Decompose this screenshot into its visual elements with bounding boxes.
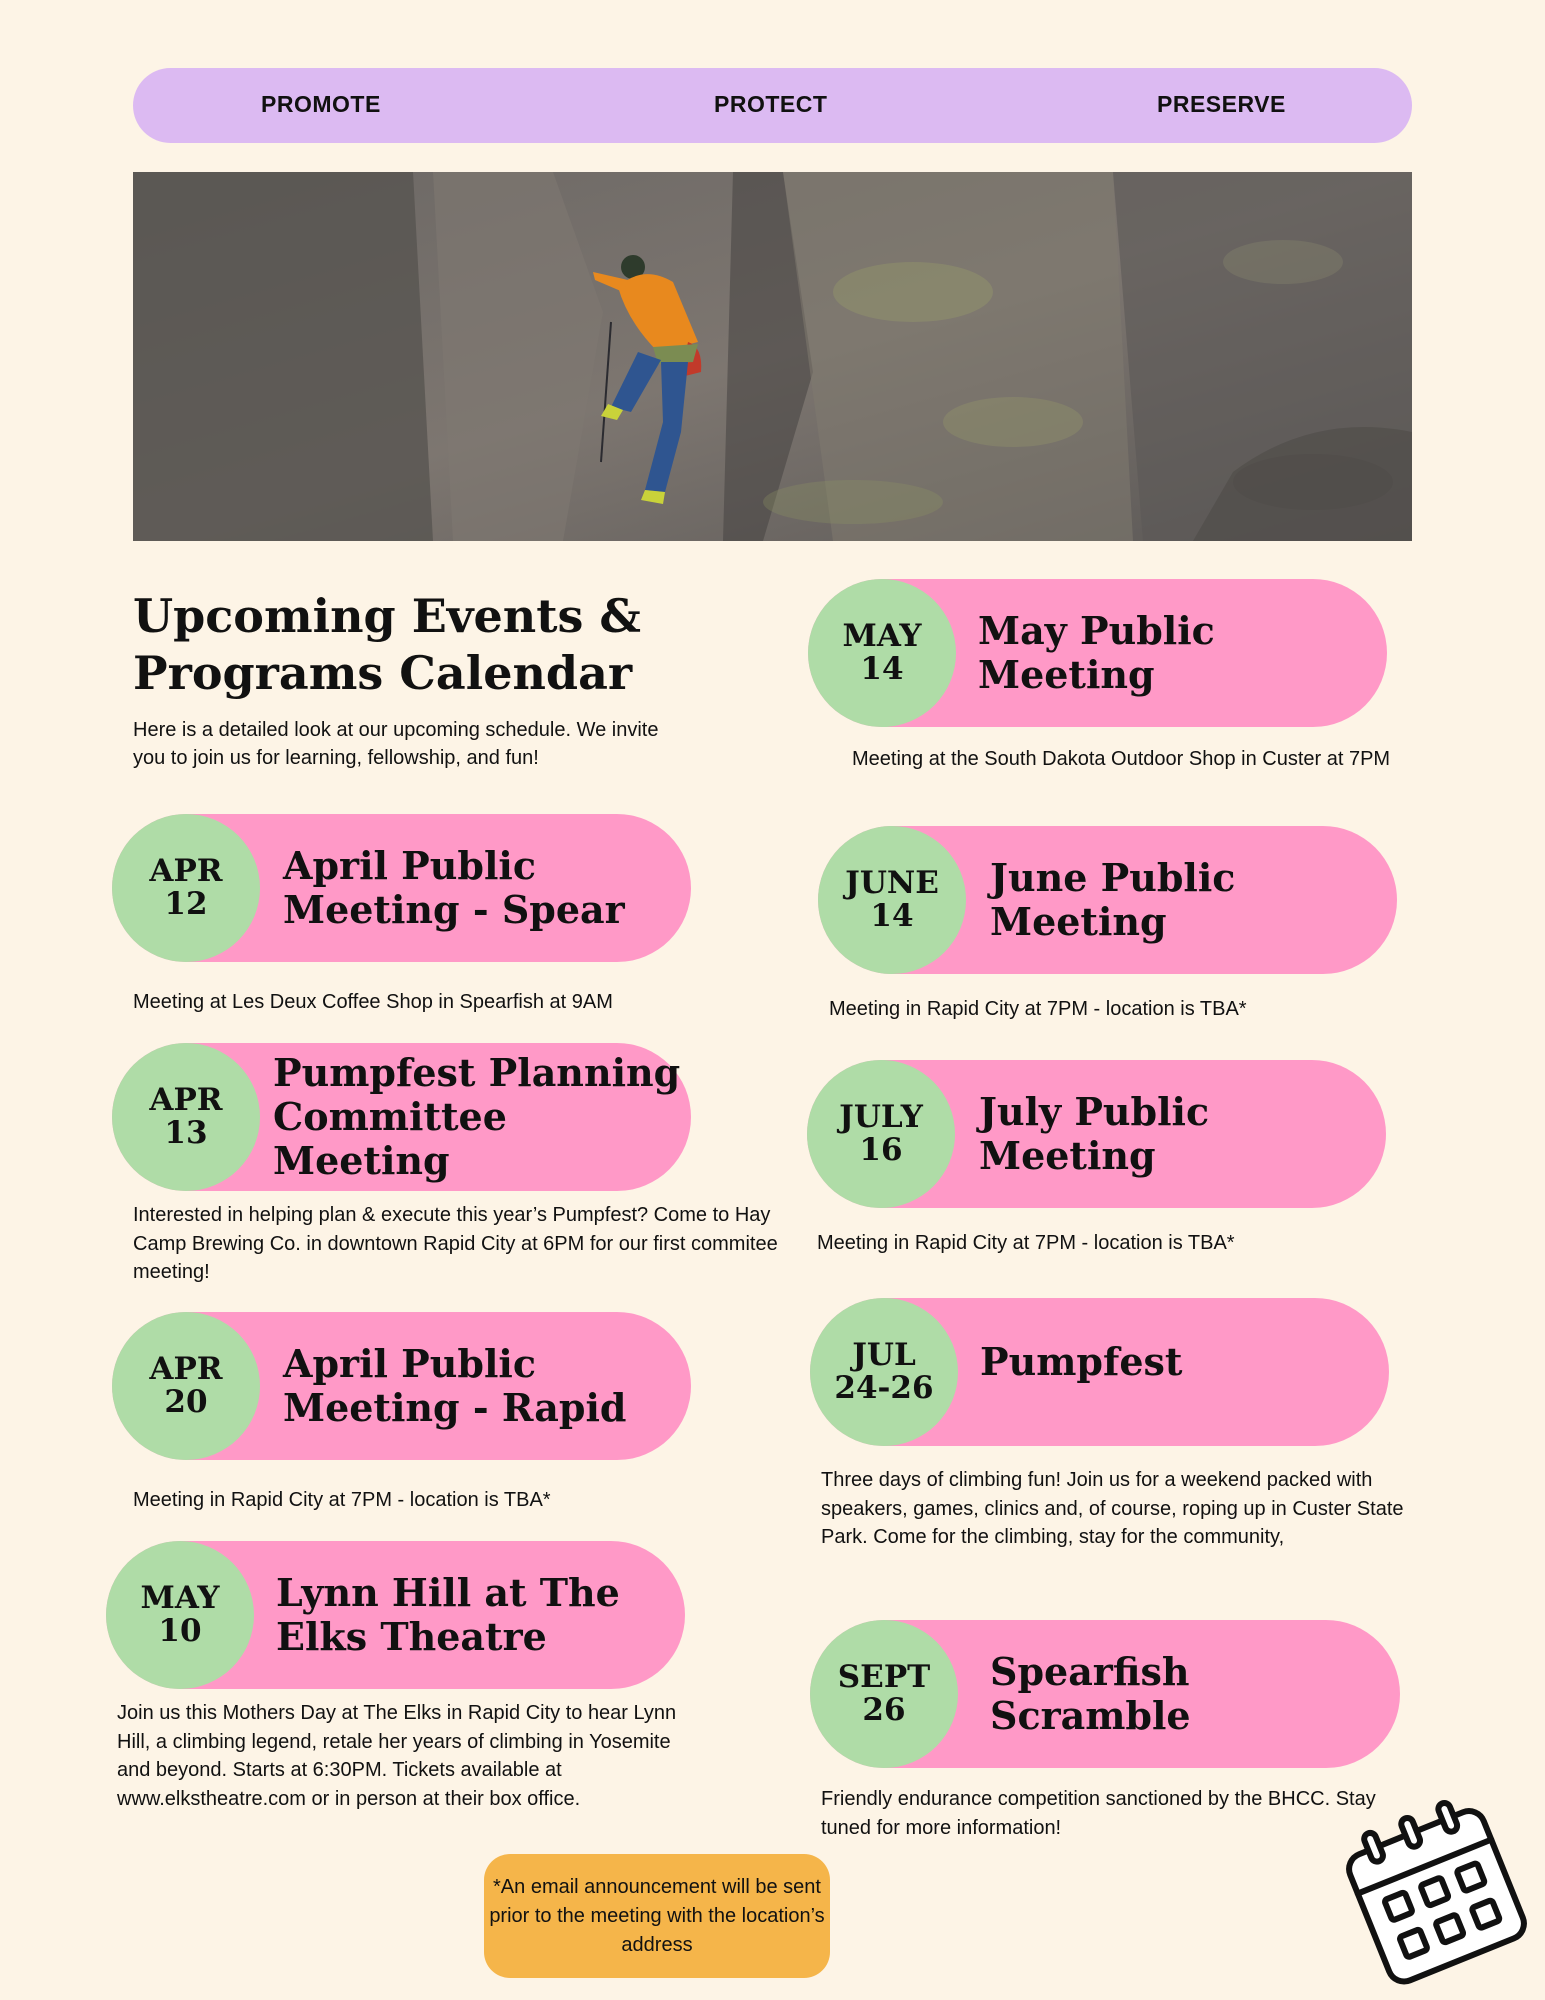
event-jul-24-26 (810, 1298, 1389, 1446)
motto-promote: PROMOTE (261, 91, 381, 117)
note-text: *An email announcement will be sent prior to the meeting with the location’s address (489, 1875, 825, 1956)
event-month: APR (149, 1351, 223, 1387)
event-date (810, 1620, 958, 1768)
hero-climber-photo (133, 172, 1412, 541)
event-title: Pumpfest Planning Committee Meeting (273, 1050, 681, 1183)
event-date (808, 579, 956, 727)
event-june-14 (818, 826, 1397, 974)
event-description: Friendly endurance competition sanctioned by the BHCC. Stay tuned for more information! (821, 1788, 1376, 1839)
motto-banner (133, 68, 1412, 143)
event-day: 12 (164, 886, 208, 922)
event-title: April Public Meeting - Rapid (283, 1341, 627, 1430)
event-title: Lynn Hill at The Elks Theatre (276, 1570, 620, 1659)
event-day: 26 (862, 1692, 906, 1728)
event-title: June Public Meeting (990, 855, 1236, 944)
event-month: SEPT (837, 1659, 931, 1695)
event-title: July Public Meeting (979, 1089, 1210, 1178)
event-month: MAY (842, 618, 922, 654)
event-day: 14 (860, 651, 904, 687)
event-date (112, 814, 260, 962)
event-apr-13 (112, 1043, 691, 1191)
event-day: 20 (164, 1384, 208, 1420)
event-apr-12 (112, 814, 691, 962)
motto-preserve: PRESERVE (1157, 91, 1286, 117)
event-day: 13 (164, 1115, 208, 1151)
event-description: Meeting in Rapid City at 7PM - location is TBA* (133, 1489, 551, 1511)
event-date (112, 1043, 260, 1191)
event-date (106, 1541, 254, 1689)
event-may-14 (808, 579, 1387, 727)
event-day: 24-26 (834, 1370, 934, 1406)
event-description: Meeting at Les Deux Coffee Shop in Spearfish at 9AM (133, 991, 613, 1013)
event-description: Join us this Mothers Day at The Elks in Rapid City to hear Lynn Hill, a climbing legend, retale her years of climbing in Yosemite and beyond. Starts at 6:30PM. Tickets available at www.elkstheatre.com or in person at their box office. (117, 1702, 677, 1810)
event-may-10 (106, 1541, 685, 1689)
event-day: 14 (870, 898, 914, 934)
event-description: Meeting at the South Dakota Outdoor Shop in Custer at 7PM (852, 748, 1391, 770)
event-date (112, 1312, 260, 1460)
event-july-16 (807, 1060, 1386, 1208)
event-month: JULY (839, 1099, 923, 1135)
email-announcement-note (484, 1854, 830, 1978)
event-date (810, 1298, 958, 1446)
event-month: JUL (852, 1337, 916, 1373)
page-title: Upcoming Events & Programs Calendar (133, 589, 641, 700)
event-date (818, 826, 966, 974)
event-title: Pumpfest (980, 1339, 1183, 1384)
event-month: APR (149, 853, 223, 889)
intro-text: Here is a detailed look at our upcoming schedule. We invite you to join us for learning, fellowship, and fun! (133, 719, 659, 769)
event-day: 10 (158, 1613, 202, 1649)
event-month: JUNE (845, 865, 939, 901)
event-date (807, 1060, 955, 1208)
event-month: APR (149, 1082, 223, 1118)
event-apr-20 (112, 1312, 691, 1460)
event-sept-26 (810, 1620, 1400, 1768)
event-day: 16 (859, 1132, 903, 1168)
motto-protect: PROTECT (714, 91, 828, 117)
event-title: May Public Meeting (978, 608, 1215, 697)
event-title: April Public Meeting - Spear (283, 843, 625, 932)
event-description: Interested in helping plan & execute this year’s Pumpfest? Come to Hay Camp Brewing Co. in downtown Rapid City at 6PM for our first commitee meeting! (133, 1204, 778, 1283)
calendar-icon (1338, 1790, 1538, 1990)
event-month: MAY (140, 1580, 220, 1616)
event-title: Spearfish Scramble (990, 1649, 1191, 1738)
event-description: Three days of climbing fun! Join us for a weekend packed with speakers, games, clinics and, of course, roping up in Custer State Park. Come for the climbing, stay for the community, (821, 1469, 1404, 1548)
event-description: Meeting in Rapid City at 7PM - location is TBA* (829, 998, 1247, 1020)
event-description: Meeting in Rapid City at 7PM - location is TBA* (817, 1232, 1235, 1254)
